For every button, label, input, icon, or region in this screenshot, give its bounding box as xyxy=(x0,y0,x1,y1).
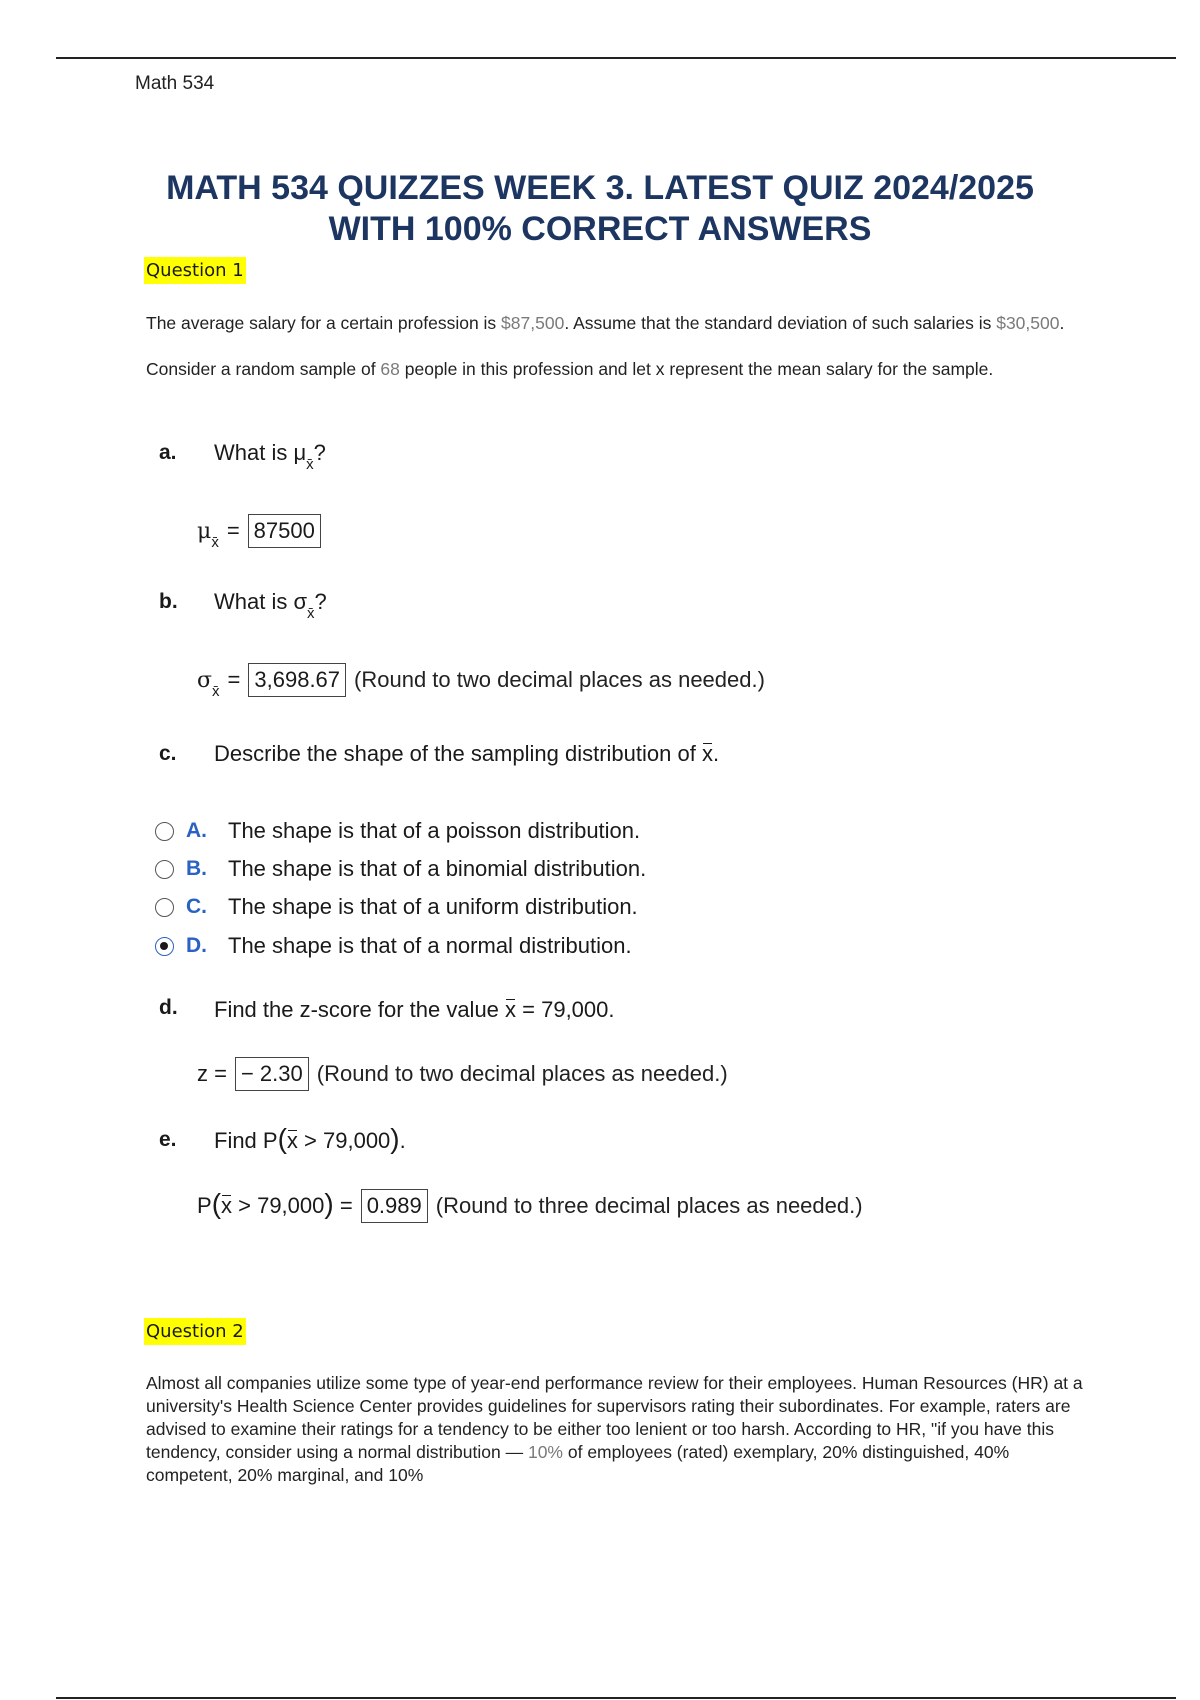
radio-unchecked-icon[interactable] xyxy=(155,898,174,917)
part-b-letter: b. xyxy=(159,590,178,613)
std-deviation: $30,500 xyxy=(996,313,1060,333)
title-line-2: WITH 100% CORRECT ANSWERS xyxy=(328,210,872,248)
prompt-text: Describe the shape of the sampling distribution of xyxy=(214,741,702,766)
option-b[interactable] xyxy=(155,856,646,882)
question-1-label: Question 1 xyxy=(144,257,246,284)
equals-sign: = xyxy=(227,667,241,692)
prob-symbol: P xyxy=(197,1193,212,1218)
prompt-text: ? xyxy=(313,440,326,465)
prompt-text: . xyxy=(399,1128,406,1153)
intro-text: . Assume that the standard deviation of such salaries is xyxy=(564,313,997,333)
option-letter: B. xyxy=(186,857,207,880)
rounding-note: (Round to two decimal places as needed.) xyxy=(354,667,765,692)
part-d-letter: d. xyxy=(159,996,178,1019)
condition-text: > 79,000 xyxy=(232,1193,325,1218)
paren-open: ( xyxy=(211,1188,222,1219)
part-a-prompt xyxy=(214,440,326,473)
option-c[interactable] xyxy=(155,894,638,920)
subscript: x̄ xyxy=(212,683,220,700)
intro-text: Consider a random sample of xyxy=(146,359,381,379)
intro-text: . xyxy=(1059,313,1065,333)
part-d-answer-row xyxy=(197,1057,728,1091)
prompt-text: Find the z-score for the value xyxy=(214,997,506,1022)
x-bar-symbol: x xyxy=(505,997,517,1022)
answer-lhs xyxy=(197,518,219,551)
subscript: x̄ xyxy=(307,605,315,622)
rounding-note: (Round to two decimal places as needed.) xyxy=(316,1061,728,1086)
question-2-text xyxy=(146,1372,1086,1487)
part-a-answer-row xyxy=(197,514,321,551)
prompt-text: = 79,000. xyxy=(516,997,615,1022)
equals-sign: = xyxy=(226,518,240,543)
option-text: The shape is that of a poisson distribution. xyxy=(228,818,641,843)
subscript: x̄ xyxy=(306,456,314,473)
option-text: The shape is that of a normal distribution. xyxy=(228,933,632,958)
answer-lhs: z = xyxy=(197,1061,227,1086)
condition-text: > 79,000 xyxy=(297,1128,391,1153)
answer-box-b: 3,698.67 xyxy=(248,663,346,697)
question-text: of employees (rated) exemplary, 20% distinguished, 40% competent, 20% marginal, and 10% xyxy=(146,1442,1010,1485)
option-letter: C. xyxy=(186,895,207,918)
option-text: The shape is that of a binomial distribution. xyxy=(228,856,647,881)
rounding-note: (Round to three decimal places as needed.) xyxy=(435,1193,863,1218)
mean-salary: $87,500 xyxy=(501,313,565,333)
prompt-text: Find P xyxy=(214,1128,278,1153)
question-1-intro-2 xyxy=(146,358,1076,381)
part-c-prompt xyxy=(214,741,719,767)
x-bar-symbol: x xyxy=(221,1193,233,1218)
radio-unchecked-icon[interactable] xyxy=(155,860,174,879)
x-bar-symbol: x xyxy=(286,1128,298,1153)
answer-box-d: − 2.30 xyxy=(235,1057,309,1091)
part-e-letter: e. xyxy=(159,1128,177,1151)
answer-box-e: 0.989 xyxy=(361,1189,428,1223)
paren-close: ) xyxy=(390,1123,400,1154)
part-b-prompt xyxy=(214,589,327,622)
part-d-prompt xyxy=(214,997,615,1023)
option-text: The shape is that of a uniform distribution. xyxy=(228,894,638,919)
option-letter: A. xyxy=(186,819,207,842)
prompt-text: What is σ xyxy=(214,589,308,614)
question-text: Almost all companies utilize some type of year-end performance review for their employees. Human Resources (HR) at a university's Health Science Center provides guidelines for supervisors rating their subordinates. For example, raters are advised to examine their ratings for a tendency to be either too lenient or too harsh. According to HR, "if you have this tendency, consider using a normal distribution — xyxy=(146,1373,1083,1462)
radio-checked-icon[interactable] xyxy=(155,937,174,956)
intro-text: The average salary for a certain profession is xyxy=(146,313,502,333)
title-line-1: MATH 534 QUIZZES WEEK 3. LATEST QUIZ 2024/2025 xyxy=(166,169,1034,207)
option-a[interactable] xyxy=(155,818,640,844)
part-e-prompt xyxy=(214,1123,406,1154)
equals-sign: = xyxy=(333,1193,353,1218)
mu-symbol: μ xyxy=(197,519,212,544)
top-rule xyxy=(56,57,1176,59)
sigma-symbol: σ xyxy=(197,668,213,693)
answer-lhs xyxy=(197,1188,353,1219)
radio-unchecked-icon[interactable] xyxy=(155,822,174,841)
sample-size: 68 xyxy=(380,359,400,379)
answer-box-a: 87500 xyxy=(248,514,321,548)
prompt-text: What is μ xyxy=(214,440,307,465)
subscript: x̄ xyxy=(211,534,219,551)
answer-lhs xyxy=(197,667,220,700)
question-2-label: Question 2 xyxy=(144,1318,246,1345)
option-d[interactable] xyxy=(155,933,632,959)
part-e-answer-row xyxy=(197,1189,863,1223)
part-b-answer-row xyxy=(197,663,765,700)
question-1-intro xyxy=(146,312,1076,335)
document-title xyxy=(100,168,1100,250)
paren-open: ( xyxy=(277,1123,287,1154)
part-a-letter: a. xyxy=(159,441,177,464)
intro-text: people in this profession and let x represent the mean salary for the sample. xyxy=(399,359,994,379)
x-bar-symbol: x xyxy=(701,741,713,766)
page-header: Math 534 xyxy=(135,73,215,94)
option-letter: D. xyxy=(186,934,207,957)
percent-value: 10% xyxy=(527,1442,563,1462)
paren-close: ) xyxy=(324,1188,334,1219)
bottom-rule xyxy=(56,1697,1176,1699)
part-c-letter: c. xyxy=(159,742,177,765)
prompt-text: . xyxy=(712,741,720,766)
prompt-text: ? xyxy=(314,589,327,614)
